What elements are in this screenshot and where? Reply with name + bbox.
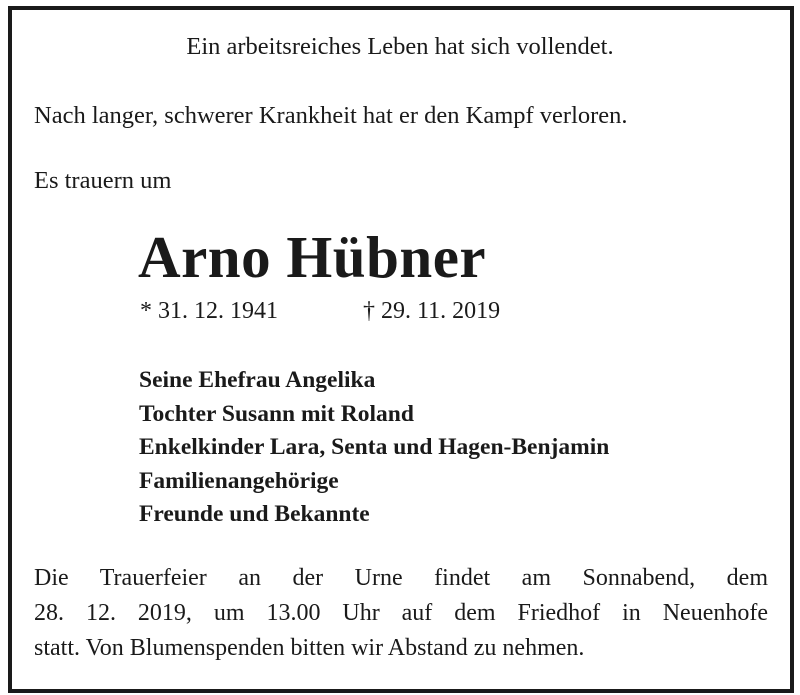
birth-date: * 31. 12. 1941 <box>140 298 278 324</box>
funeral-details <box>34 561 768 666</box>
death-date: † 29. 11. 2019 <box>363 298 501 324</box>
mourner-item: Tochter Susann mit Roland <box>139 400 414 427</box>
funeral-line: Die Trauerfeier an der Urne findet am Sonnabend, dem <box>34 565 768 591</box>
mourner-item: Freunde und Bekannte <box>139 501 370 527</box>
funeral-line: statt. Von Blumenspenden bitten wir Abstand zu nehmen. <box>34 635 585 661</box>
mourner-item: Familienangehörige <box>139 467 339 494</box>
intro-text: Ein arbeitsreiches Leben hat sich vollendet. <box>186 33 614 60</box>
life-dates <box>140 296 501 326</box>
mourner-item: Enkelkinder Lara, Senta und Hagen-Benjamin <box>139 434 610 460</box>
deceased-name: Arno Hübner <box>138 224 487 290</box>
illness-text: Nach langer, schwerer Krankheit hat er den Kampf verloren. <box>34 102 628 129</box>
mourner-item: Seine Ehefrau Angelika <box>139 367 376 393</box>
mourners-list <box>139 364 609 532</box>
funeral-line: 28. 12. 2019, um 13.00 Uhr auf dem Friedhof in Neuenhofe <box>34 600 768 626</box>
mourning-text: Es trauern um <box>34 167 172 194</box>
